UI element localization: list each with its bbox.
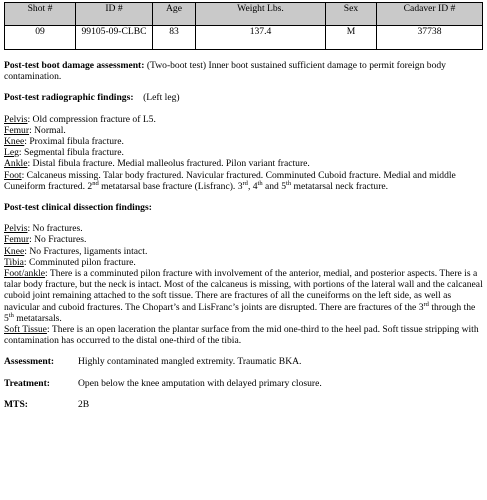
- dissection-text: : Comminuted pilon fracture.: [23, 256, 136, 268]
- radiographic-text: : Normal.: [29, 124, 66, 136]
- dissection-part: Pelvis: [4, 223, 28, 235]
- dissection-text: : No fractures.: [27, 223, 83, 235]
- radiographic-text: : Proximal fibula fracture.: [24, 136, 124, 148]
- ordinal-suffix: th: [257, 179, 263, 187]
- cell-age: 83: [153, 26, 196, 50]
- dissection-text: : No Fractures.: [29, 234, 87, 246]
- cell-cadaver-id: 37738: [377, 26, 483, 50]
- radiographic-part: Knee: [4, 136, 25, 148]
- dissection-text: : No Fractures, ligaments intact.: [24, 245, 148, 257]
- cell-shot: 09: [5, 26, 76, 50]
- ordinal-suffix: th: [8, 311, 14, 319]
- radiographic-part: Femur: [4, 124, 30, 136]
- radiographic-item: [4, 125, 485, 136]
- specimen-table: [4, 2, 483, 50]
- dissection-foot-ankle: [4, 268, 485, 324]
- dissection-part: Femur: [4, 234, 30, 246]
- ordinal-suffix: rd: [423, 300, 429, 308]
- dissection-part: Soft Tissue: [4, 324, 47, 336]
- treatment-label: Treatment:: [4, 377, 50, 389]
- col-header-age: Age: [153, 3, 196, 26]
- radiographic-item: [4, 136, 485, 147]
- radiographic-text: : Distal fibula fracture. Medial malleolus fractured. Pilon variant fracture.: [27, 158, 310, 170]
- dissection-text: : There is an open laceration the plantar surface from the mid one-third to the heel pad. Soft tissue stripping with contamination has occurred to the distal one-third of the tibia.: [4, 324, 479, 347]
- col-header-shot: Shot #: [5, 3, 76, 26]
- radiographic-findings: [4, 114, 485, 192]
- dissection-part: Tibia: [4, 256, 24, 268]
- mts-label: MTS:: [4, 398, 28, 410]
- radiographic-text: : Segmental fibula fracture.: [18, 147, 124, 159]
- radiographic-part: Leg: [4, 147, 19, 159]
- col-header-sex: Sex: [326, 3, 377, 26]
- boot-damage-text: (Two-boot test) Inner boot sustained sufficient damage to permit foreign body contamination.: [4, 60, 446, 83]
- dissection-item: [4, 246, 485, 257]
- radiographic-foot: [4, 170, 485, 192]
- dissection-item: [4, 257, 485, 268]
- dissection-text: through the 5: [4, 301, 476, 324]
- radiographic-item: [4, 147, 485, 158]
- dissection-text: metatarsals.: [13, 312, 62, 324]
- ordinal-suffix: nd: [92, 179, 99, 187]
- dissection-soft-tissue: [4, 324, 485, 346]
- specimen-table-header-row: [5, 3, 483, 26]
- dissection-item: [4, 223, 485, 234]
- dissection-text: : There is a comminuted pilon fracture with involvement of the anterior, medial, and posterior aspects. There is a talar body fracture, but the neck is intact. Most of the calcaneus is missing, with portions of the lateral wall and the calcaneal cuboid joint remaining attached to the soft tissue. There are fractures of all the cuneiforms on the left side, as well as navicular and cuboid fractures. The Chopart’s and LisFranc’s joints are disrupted. There are fractures of the 3: [4, 268, 483, 313]
- ordinal-suffix: th: [286, 179, 292, 187]
- treatment-value: Open below the knee amputation with delayed primary closure.: [78, 377, 322, 389]
- assessment-row: [4, 356, 485, 367]
- col-header-id: ID #: [76, 3, 153, 26]
- boot-damage-label: Post-test boot damage assessment:: [4, 60, 145, 71]
- cell-id: 99105-09-CLBC: [76, 26, 153, 50]
- col-header-cadaver-id: Cadaver ID #: [377, 3, 483, 26]
- radiographic-part: Ankle: [4, 158, 28, 170]
- radiographic-side: (Left leg): [143, 92, 180, 104]
- dissection-heading: Post-test clinical dissection findings:: [4, 202, 152, 214]
- dissection-part: Foot/ankle: [4, 268, 46, 280]
- radiographic-item: [4, 114, 485, 125]
- radiographic-part: Foot: [4, 169, 22, 181]
- ordinal-suffix: rd: [242, 179, 248, 187]
- radiographic-text: metatarsal neck fracture.: [291, 180, 389, 192]
- assessment-label: Assessment:: [4, 356, 55, 368]
- radiographic-text: : Old compression fracture of L5.: [27, 113, 156, 125]
- radiographic-text: and 5: [262, 180, 287, 192]
- radiographic-part: Pelvis: [4, 113, 28, 125]
- dissection-item: [4, 234, 485, 245]
- document-page: [4, 2, 485, 420]
- assessment-value: Highly contaminated mangled extremity. Traumatic BKA.: [78, 356, 302, 368]
- radiographic-item: [4, 158, 485, 169]
- radiographic-text: metatarsal base fracture (Lisfranc). 3: [98, 180, 243, 192]
- mts-row: [4, 399, 485, 410]
- radiographic-label: Post-test radiographic findings:: [4, 92, 134, 104]
- dissection-part: Knee: [4, 245, 25, 257]
- treatment-row: [4, 378, 485, 389]
- col-header-weight: Weight Lbs.: [196, 3, 326, 26]
- mts-value: 2B: [78, 398, 90, 410]
- cell-sex: M: [326, 26, 377, 50]
- radiographic-text: : Calcaneus missing. Talar body fractured. Navicular fractured. Comminuted Cuboid fracture. Medial and middle Cuneiform fractured. 2: [4, 169, 456, 192]
- cell-weight: 137.4: [196, 26, 326, 50]
- specimen-table-row: [5, 26, 483, 50]
- boot-damage-paragraph: [4, 60, 485, 82]
- radiographic-heading: [4, 92, 485, 103]
- dissection-findings: [4, 223, 485, 346]
- radiographic-text: , 4: [247, 180, 258, 192]
